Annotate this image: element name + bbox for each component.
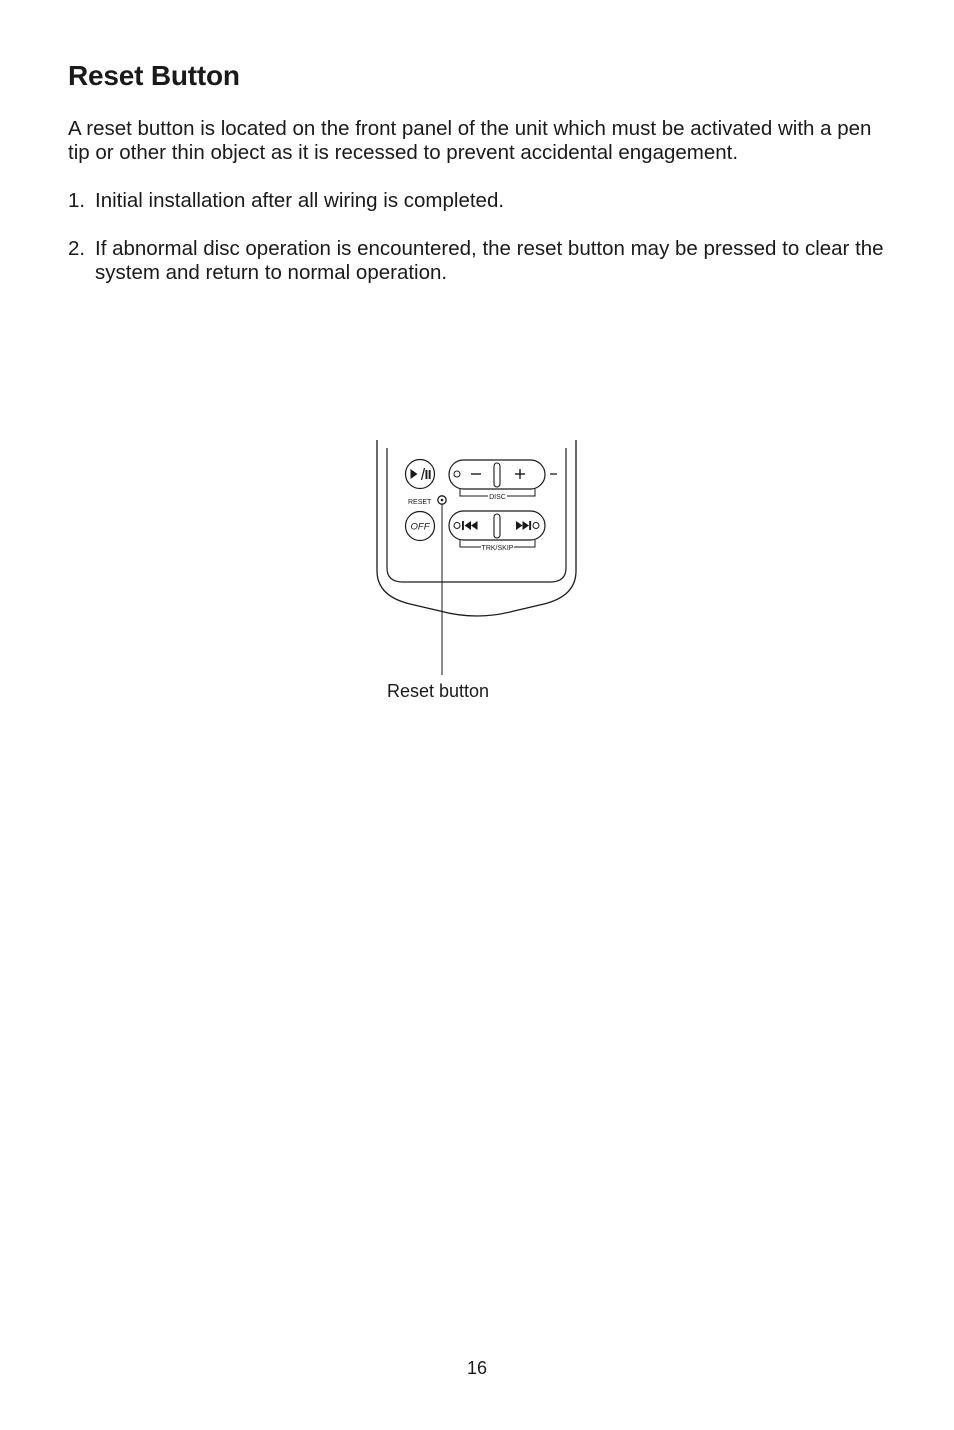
track-skip-rocker-button (449, 511, 545, 540)
off-button (406, 512, 435, 541)
front-panel-diagram (370, 436, 585, 686)
reset-button-hole (438, 496, 446, 504)
disc-rocker-button (449, 460, 545, 489)
list-item-number: 2. (68, 237, 86, 260)
list-item-text: Initial installation after all wiring is completed. (95, 189, 505, 212)
list-item-number: 1. (68, 189, 86, 212)
disc-label: DISC (489, 494, 506, 501)
page-number: 16 (466, 1358, 488, 1378)
intro-paragraph: A reset button is located on the front panel of the unit which must be activated with a pen tip or other thin object as it is recessed to prevent accidental engagement. (68, 117, 872, 164)
list-item-text: If abnormal disc operation is encountered, the reset button may be pressed to clear the system and return to normal operation. (95, 237, 884, 284)
reset-label: RESET (408, 499, 432, 506)
front-panel-illustration (370, 436, 585, 686)
trk-skip-label: TRK/SKIP (481, 545, 514, 552)
off-label: OFF (410, 521, 430, 533)
list-item (68, 189, 888, 213)
play-pause-button (406, 460, 435, 489)
reset-button-callout: Reset button (387, 681, 490, 701)
list-item (68, 237, 888, 285)
page-title: Reset Button (68, 60, 240, 91)
